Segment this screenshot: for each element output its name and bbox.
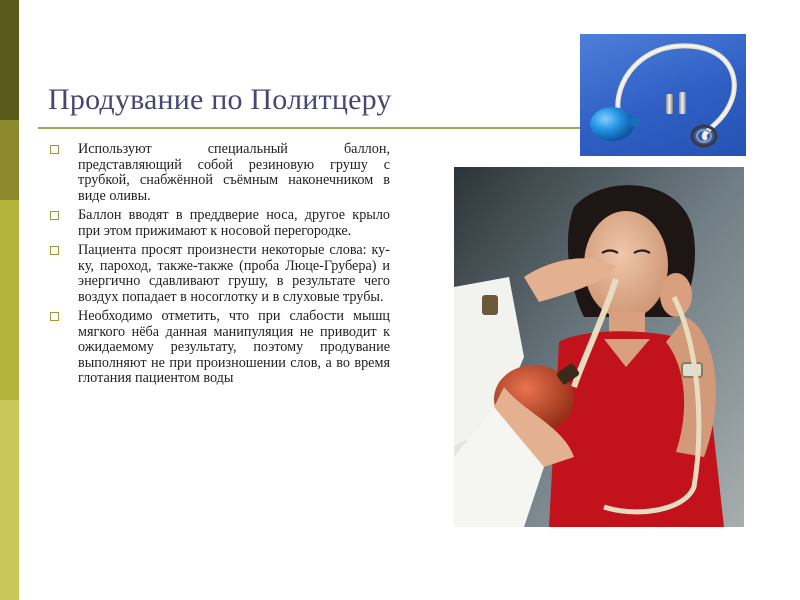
- equipment-photo: [580, 34, 746, 156]
- square-bullet-icon: [50, 211, 59, 220]
- title-underline: [38, 127, 583, 129]
- bullet-text: Используют специальный баллон, представляющий собой резиновую грушу с трубкой, снабжённой съёмным наконечником в виде оливы.: [78, 141, 390, 204]
- politzer-balloon-illustration: [580, 34, 746, 156]
- square-bullet-icon: [50, 145, 59, 154]
- side-bar-segment: [0, 400, 19, 600]
- square-bullet-icon: [50, 312, 59, 321]
- slide-title: Продувание по Политцеру: [48, 83, 392, 116]
- side-bar-segment: [0, 0, 19, 120]
- side-accent-bar: [0, 0, 19, 600]
- bullet-item: [50, 309, 390, 387]
- square-bullet-icon: [50, 246, 59, 255]
- bullet-item: [50, 142, 390, 204]
- bullet-item: [50, 243, 390, 305]
- side-bar-segment: [0, 200, 19, 400]
- procedure-photo: [454, 167, 744, 527]
- bullet-text: Пациента просят произнести некоторые слова: ку-ку, пароход, также-также (проба Люце-Грубера) и энергично сдавливают грушу, в результате чего воздух попадает в носоглотку и в слуховые трубы.: [78, 242, 390, 305]
- bullet-list: [50, 142, 390, 391]
- bullet-text: Баллон вводят в преддверие носа, другое крыло при этом прижимают к носовой перегородке.: [78, 207, 390, 239]
- bullet-item: [50, 208, 390, 239]
- procedure-illustration: [454, 167, 744, 527]
- bullet-text: Необходимо отметить, что при слабости мышц мягкого нёба данная манипуляция не приводит к ожидаемому результату, поэтому продувание выполняют не при произношении слов, а во время глотания пациентом воды: [78, 308, 390, 386]
- side-bar-segment: [0, 120, 19, 200]
